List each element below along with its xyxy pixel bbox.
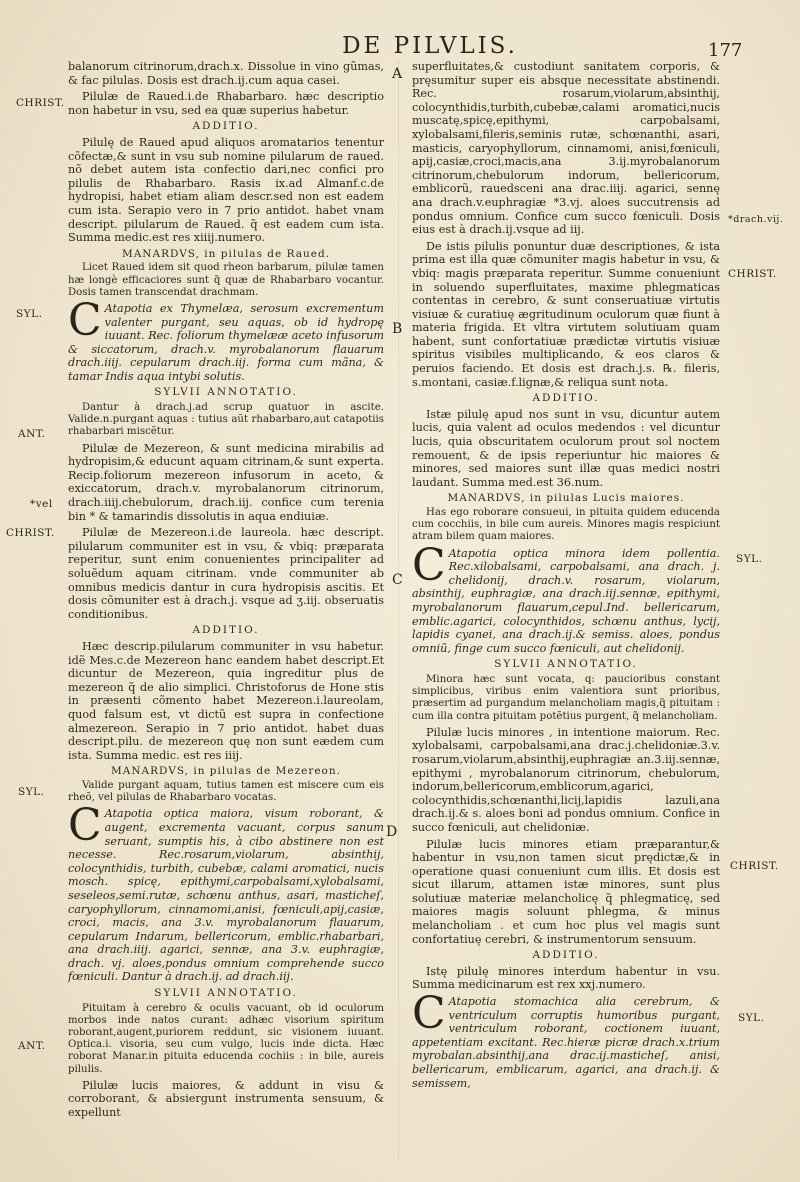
paragraph-text: Atapotia optica minora idem pollentia. Rec.xilobalsami, carpobalsami, ana drach. j. chelidonij, drach.v. rosarum, violarum, absinthij, euphragiæ, ana drach.iij.sennæ, epithymi, myrobalanorum flauarum,cepul.Ind. bellericarum, emblic.agarici, colocynthidos, schœnu anthus, lycij, lapidis cyanei, ana drach.ij.& semiss. aloes, pondus omniũ, finge cum succo fœniculi, aut chelidonij.	[412, 546, 720, 655]
paragraph: balanorum citrinorum,drach.x. Dissolue in vino gũmas, & fac pilulas. Dosis est drach.ij.cum aqua casei.	[68, 60, 384, 87]
page-number: 177	[708, 40, 743, 61]
section-mark-a: A	[392, 66, 403, 82]
section-heading-sylvii: SYLVII ANNOTATIO.	[154, 386, 298, 399]
author-heading-manardus: MANARDVS, in pilulas de Raued.	[121, 247, 331, 260]
running-head: DE PILVLIS.	[342, 33, 518, 59]
initial-letter-c: C	[68, 294, 102, 346]
paragraph-with-initial	[68, 294, 384, 384]
margin-note-christ: CHRIST.	[730, 860, 779, 872]
paragraph-text: Atapotia stomachica alia cerebrum, & ventriculum corruptis humoribus purgant, ventriculum roborant, coctionem iuuant, appetentiam excitant. Rec.hieræ picræ drach.x.trium myrobalan.absinthij,ana drac.ij.masticheſ, anisi, bellericarum, emblicarum, agarici, ana drach.ij. & semissem,	[412, 995, 720, 1090]
paragraph: Valide purgant aquam, tutius tamen est miscere cum eis rheõ, vel pilulas de Rhabarbaro vocatas.	[68, 779, 384, 804]
author-heading-manardus: MANARDVS, in pilulas de Mezereon.	[111, 765, 341, 778]
paragraph: Pilulæ lucis maiores, & addunt in visu & corroborant, & absiergunt instrumenta sensuum, & expellunt	[68, 1078, 384, 1120]
paragraph: Has ego roborare consueui, in pituita quidem educenda cum cocchiis, in bile cum aureis. Minores magis respiciunt atram bilem quam maiores.	[412, 507, 720, 543]
margin-note-vel: *vel	[30, 498, 53, 510]
right-column	[412, 60, 720, 1170]
paragraph: De istis pilulis ponuntur duæ descriptiones, & ista prima est illa quæ cõmuniter magis habetur in vsu, & vbiq: magis præparata reperitur. Summe conueniunt in soluendo superfluitates, maxime phlegmaticas contentas in cerebro, & sunt conseruatiuæ virtutis visiuæ & curatiuę ægritudinum oculorum quæ fiunt à materia frigida. Et vltra virtutem solutiuam quam habent, sunt confortatiuæ prædictæ virtutis visiuæ spiritus visibiles multiplicando, & eos claros & peruios faciendo. Et dosis est drach.j.s. ℞. fileris, s.montani, casiæ.f.lignæ,& reliqua sunt nota.	[412, 239, 720, 389]
paragraph: Pituitam à cerebro & oculis vacuant, ob id oculorum morbos inde natos curant: adhæc visorium spiritum roborant,augent,puriorem reddunt, sic visionem iuuant. Optica.i. visoria, seu cum vulgo, lucis inde dicta. Hæc roborat Manar.in pituita educenda cochiis : in bile, aureis pilulis.	[68, 1002, 384, 1075]
margin-note-syl: SYL.	[738, 1012, 765, 1024]
section-heading-additio: ADDITIO.	[532, 949, 600, 962]
paragraph: Pilulę de Raued apud aliquos aromatarios tenentur cõfectæ,& sunt in vsu sub nomine pilularum de raued. nõ debet autem ista confectio dari,nec confici pro pilulis de Rhabarbaro. Rasis ix.ad Almanf.c.de hydropisi, habet etiam aliam descr.sed non est eadem cum ista. Serapio vero in 7 prio antidot. habet vnam descript. pilularum de Raued. q̃ est eadem cum ista. Summa medic.est res xiiij.numero.	[68, 135, 384, 245]
margin-note-ant: ANT.	[18, 1040, 46, 1052]
margin-note-syl: SYL.	[18, 786, 45, 798]
paragraph: Pilulæ de Raued.i.de Rhabarbaro. hæc descriptio non habetur in vsu, sed ea quæ superius habetur.	[68, 90, 384, 117]
margin-note-drach: *drach.vij.	[728, 214, 784, 225]
paragraph: Hæc descrip.pilularum communiter in vsu habetur. idẽ Mes.c.de Mezereon hanc eandem habet descript.Et dicuntur de Mezereon, quia ingreditur plus de mezereon q̃ de alio simplici. Christoforus de Hone stis in præsenti cõmento habet Mezereon.i.laureolam, quod falsum est, vt dictũ est supra in confectione almezereon. Serapio in 7 prio antidot. habet duas descript.pilu. de mezereon quę non sunt eædem cum ista. Summa medic. est res iiij.	[68, 640, 384, 762]
paragraph: Istæ pilulę apud nos sunt in vsu, dicuntur autem lucis, quia valent ad oculos medendos : vel dicuntur lucis, quia obscuritatem oculorum prout sol noctem remouent, & de ipsis reperiuntur hic maiores & minores, sed maiores sunt illæ quas medici nostri laudant. Summa med.est 36.num.	[412, 407, 720, 489]
paragraph: Pilulæ lucis minores , in intentione maiorum. Rec. xylobalsami, carpobalsami,ana drac.j.chelidoniæ.3.v. rosarum,violarum,absinthij,euphragiæ an.3.iij.sennæ, epithymi , myrobalanorum citrinorum, chebulorum, indorum,bellericorum,emblicorum,agarici, colocynthidis,schœnanthi,licij,lapidis lazuli,ana drach.ij.& s. aloes boni ad pondus omnium. Confice in succo fœniculi, aut chelidoniæ.	[412, 725, 720, 834]
section-heading-additio: ADDITIO.	[532, 392, 600, 405]
paragraph: Licet Raued idem sit quod rheon barbarum, pilulæ tamen hæ longè efficaciores sunt q̃ quæ de Rhabarbaro vocantur. Dosis tamen transcendat drachmam.	[68, 262, 384, 298]
paragraph: Pilulæ de Mezereon.i.de laureola. hæc descript. pilularum communiter est in vsu, & vbiq: præparata reperitur, sunt enim conuenientes principaliter ad soluẽdum aquam citrinam. vnde communiter ab omnibus medicis dantur in cura hydropisis ascitis. Et dosis cõmuniter est à drach.j. vsque ad ʒ.iij. obseruatis conditionibus.	[68, 526, 384, 621]
initial-letter-c: C	[412, 539, 446, 591]
paragraph-with-initial	[412, 539, 720, 656]
author-heading-manardus: MANARDVS, in pilulas Lucis maiores.	[447, 492, 685, 505]
margin-note-syl: SYL.	[736, 553, 763, 565]
paragraph: Dantur à drach.j.ad scrup quatuor in ascite. Valide.n.purgant aquas : tutius aũt rhabarbaro,aut catapotiis rhabarbari miscẽtur.	[68, 402, 384, 438]
column-gutter	[398, 60, 399, 1160]
paragraph: superfluitates,& custodiunt sanitatem corporis, & pręsumitur super eis absque necessitate abstinendi. Rec. rosarum,violarum,absinthij, colocynthidis,turbith,cubebæ,calami aromatici,nucis muscatę,spicę,epithymi, carpobalsami, xylobalsami,fileris,seminis rutæ, schœnanthi, asari, masticis, caryophyllorum, cinnamomi, anisi,fœniculi, apij,casiæ,croci,macis,ana 3.ij.myrobalanorum citrinorum,chebulorum indorum, bellericorum, emblicorũ, rauedsceni ana drac.iiij. agarici, sennę ana drach.v.euphragiæ *3.vj. aloes succutrensis ad pondus omnium. Confice cum succo fœniculi. Dosis eius est à drach.ij.vsque ad iij.	[412, 60, 720, 237]
left-column	[68, 60, 384, 1170]
section-heading-additio: ADDITIO.	[192, 624, 260, 637]
paragraph: Istę pilulę minores interdum habentur in vsu. Summa medicinarum est rex xxj.numero.	[412, 964, 720, 992]
paragraph: Pilulæ de Mezereon, & sunt medicina mirabilis ad hydropisim,& educunt aquam citrinam,& sunt experta. Recip.foliorum mezereon infusorum in aceto, & exiccatorum, drach.v. myrobalanorum citrinorum, drach.iiij.chebulorum, drach.iij. confice cum terenia bin * & tamarindis dissolutis in aqua endiuiæ.	[68, 441, 384, 523]
paragraph: Pilulæ lucis minores etiam præparantur,& habentur in vsu,non tamen sicut prędictæ,& in operatione quasi conueniunt cum illis. Et dosis est sicut illarum, attamen istæ minores, sunt plus solutiuæ materiæ melancholicę q̃ phlegmaticę, sed maiores magis soluunt phlegma, & minus melancholiam . et cum hoc plus vel magis sunt confortatiuę cerebri, & instrumentorum sensuum.	[412, 837, 720, 946]
section-heading-additio: ADDITIO.	[192, 120, 260, 133]
margin-note-ant: ANT.	[18, 428, 46, 440]
margin-note-christ: CHRIST.	[6, 527, 55, 539]
section-mark-c: C	[392, 572, 403, 588]
margin-note-christ: CHRIST.	[16, 97, 65, 109]
initial-letter-c: C	[412, 988, 446, 1040]
section-heading-sylvii: SYLVII ANNOTATIO.	[494, 658, 638, 671]
section-mark-d: D	[386, 824, 398, 840]
paragraph-text: Atapotia optica maiora, visum roborant, & augent, excrementa vacuant, corpus sanum seruant, sumptis his, à cibo abstinere non est necesse. Rec.rosarum,violarum, absinthij, colocynthidis, turbith, cubebæ, calami aromatici, nucis mosch. spicę, epithymi,carpobalsami,xylobalsami, seseleos,semi.rutæ, schœnu anthus, asari, masticheſ, caryophyllorum, cinnamomi,anisi, fœniculi,apij,casiæ, croci, macis, ana 3.v. myrobalanorum flauarum, cepularum Indarum, bellericorum, emblic.rhabarbari, ana drach.iiij. agarici, sennæ, ana 3.v. euphragiæ, drach. vj. aloes,pondus omnium comprehende succo fœniculi. Dantur à drach.ij. ad drach.iij.	[68, 807, 384, 984]
section-mark-b: B	[392, 321, 403, 337]
paragraph: Minora hæc sunt vocata, q: paucioribus constant simplicibus, viribus enim valentiora sunt prioribus, præsertim ad purgandum melancholiam magis,q̃ pituitam : cum illa contra pituitam potẽtius purgent, q̃ melancholiam.	[412, 673, 720, 722]
paragraph-text: Atapotia ex Thymelæa, serosum excrementum valenter purgant, seu aquas, ob id hydropę iuuant. Rec. foliorum thymelææ aceto infusorum & siccatorum, drach.v. myrobalanorum flauarum drach.iiij. cepularum drach.iij. forma cum mãna, & tamar Indis aqua intybi solutis.	[68, 301, 384, 383]
paragraph-with-initial	[68, 800, 384, 984]
initial-letter-c: C	[68, 800, 102, 852]
section-heading-sylvii: SYLVII ANNOTATIO.	[154, 987, 298, 1000]
paragraph-with-initial	[412, 988, 720, 1090]
margin-note-christ: CHRIST.	[728, 268, 777, 280]
margin-note-syl: SYL.	[16, 308, 43, 320]
